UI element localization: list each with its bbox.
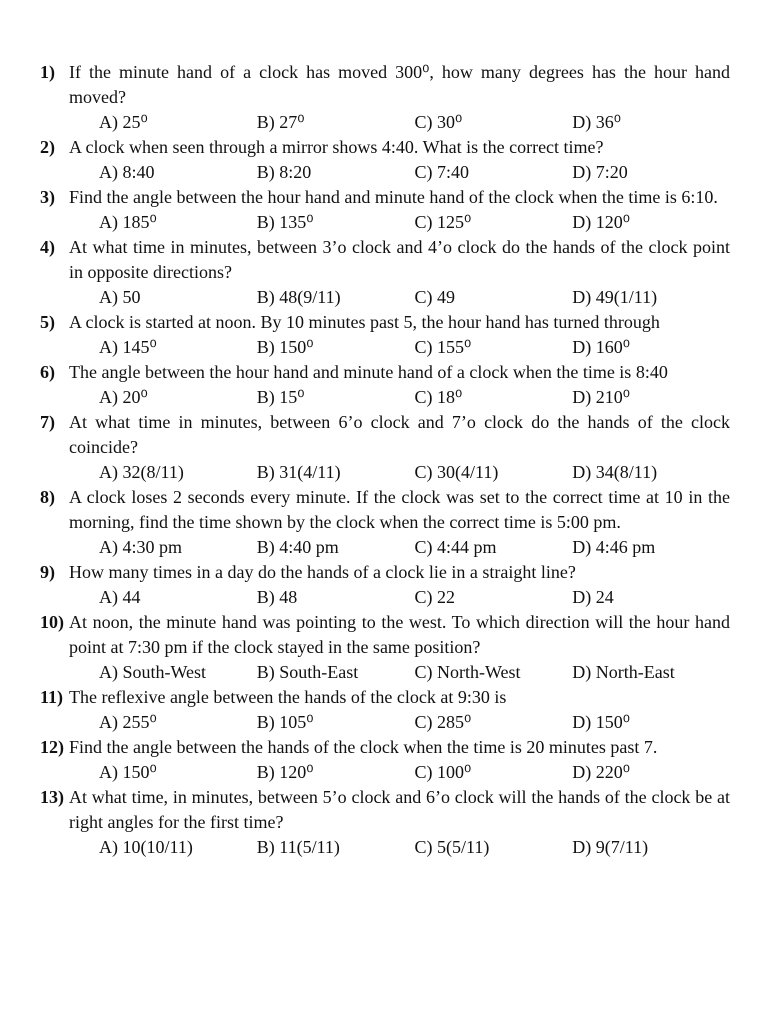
answer-option: B) South-East bbox=[256, 662, 359, 682]
answer-option: D) 24 bbox=[572, 587, 614, 607]
question-text: How many times in a day do the hands of a clock lie in a straight line? bbox=[69, 562, 576, 582]
question-text: A clock when seen through a mirror shows 4:40. What is the correct time? bbox=[69, 137, 604, 157]
answer-option: B) 48 bbox=[256, 587, 298, 607]
question-item bbox=[40, 185, 730, 235]
question-item bbox=[40, 485, 730, 560]
question-item bbox=[40, 785, 730, 860]
question-text: Find the angle between the hands of the clock when the time is 20 minutes past 7. bbox=[69, 737, 658, 757]
answer-option: C) 30⁰ bbox=[414, 112, 463, 132]
question-text: At what time in minutes, between 3’o clock and 4’o clock do the hands of the clock point in opposite directions? bbox=[69, 237, 730, 282]
question-item bbox=[40, 685, 730, 735]
answer-option: D) North-East bbox=[572, 662, 675, 682]
answer-option: D) 34(8/11) bbox=[572, 462, 658, 482]
question-item bbox=[40, 360, 730, 410]
answer-options bbox=[69, 210, 730, 235]
answer-option: A) 32(8/11) bbox=[99, 462, 184, 482]
question-number: 10) bbox=[40, 612, 64, 632]
question-item bbox=[40, 235, 730, 310]
answer-option: B) 4:40 pm bbox=[256, 537, 339, 557]
question-number: 11) bbox=[40, 687, 64, 707]
question-number: 13) bbox=[40, 787, 64, 807]
answer-option: A) 150⁰ bbox=[99, 762, 157, 782]
answer-option: D) 9(7/11) bbox=[572, 837, 649, 857]
answer-options bbox=[69, 760, 730, 785]
answer-option: C) 100⁰ bbox=[414, 762, 472, 782]
question-item bbox=[40, 560, 730, 610]
question-number: 9) bbox=[40, 562, 55, 582]
answer-option: A) 20⁰ bbox=[99, 387, 148, 407]
answer-options bbox=[69, 585, 730, 610]
answer-option: D) 36⁰ bbox=[572, 112, 621, 132]
answer-options bbox=[69, 110, 730, 135]
question-item bbox=[40, 610, 730, 685]
question-number: 6) bbox=[40, 362, 55, 382]
question-item bbox=[40, 310, 730, 360]
answer-option: A) 10(10/11) bbox=[99, 837, 193, 857]
answer-options bbox=[69, 835, 730, 860]
answer-option: D) 120⁰ bbox=[572, 212, 630, 232]
answer-options bbox=[69, 285, 730, 310]
answer-options bbox=[69, 710, 730, 735]
question-number: 2) bbox=[40, 137, 55, 157]
answer-options bbox=[69, 535, 730, 560]
answer-option: A) 25⁰ bbox=[99, 112, 148, 132]
answer-option: D) 210⁰ bbox=[572, 387, 630, 407]
answer-option: C) 155⁰ bbox=[414, 337, 472, 357]
answer-option: B) 11(5/11) bbox=[256, 837, 340, 857]
question-number: 3) bbox=[40, 187, 55, 207]
answer-option: C) 285⁰ bbox=[414, 712, 472, 732]
answer-option: C) 7:40 bbox=[414, 162, 470, 182]
answer-option: C) North-West bbox=[414, 662, 521, 682]
question-number: 7) bbox=[40, 412, 55, 432]
question-text: Find the angle between the hour hand and minute hand of the clock when the time is 6:10. bbox=[69, 187, 718, 207]
answer-option: A) 8:40 bbox=[99, 162, 155, 182]
question-item bbox=[40, 735, 730, 785]
answer-option: B) 8:20 bbox=[256, 162, 312, 182]
question-number: 4) bbox=[40, 237, 55, 257]
answer-option: B) 120⁰ bbox=[256, 762, 314, 782]
question-text: A clock loses 2 seconds every minute. If the clock was set to the correct time at 10 in the morning, find the time shown by the clock when the correct time is 5:00 pm. bbox=[69, 487, 730, 532]
answer-option: D) 150⁰ bbox=[572, 712, 630, 732]
question-item bbox=[40, 135, 730, 185]
answer-option: A) 185⁰ bbox=[99, 212, 157, 232]
answer-option: A) 50 bbox=[99, 287, 141, 307]
answer-option: C) 4:44 pm bbox=[414, 537, 497, 557]
question-text: At what time, in minutes, between 5’o clock and 6’o clock will the hands of the clock be at right angles for the first time? bbox=[69, 787, 730, 832]
answer-option: A) 44 bbox=[99, 587, 141, 607]
question-text: At what time in minutes, between 6’o clock and 7’o clock do the hands of the clock coincide? bbox=[69, 412, 730, 457]
answer-option: C) 22 bbox=[414, 587, 455, 607]
answer-options bbox=[69, 460, 730, 485]
question-list bbox=[40, 60, 730, 860]
question-text: At noon, the minute hand was pointing to the west. To which direction will the hour hand point at 7:30 pm if the clock stayed in the same position? bbox=[69, 612, 730, 657]
answer-option: C) 18⁰ bbox=[414, 387, 463, 407]
answer-option: C) 5(5/11) bbox=[414, 837, 490, 857]
answer-option: B) 48(9/11) bbox=[256, 287, 341, 307]
question-number: 8) bbox=[40, 487, 55, 507]
answer-option: A) 4:30 pm bbox=[99, 537, 182, 557]
answer-option: D) 7:20 bbox=[572, 162, 628, 182]
answer-option: D) 4:46 pm bbox=[572, 537, 656, 557]
answer-option: C) 30(4/11) bbox=[414, 462, 499, 482]
question-item bbox=[40, 410, 730, 485]
answer-option: B) 105⁰ bbox=[256, 712, 314, 732]
question-number: 12) bbox=[40, 737, 64, 757]
question-sheet bbox=[40, 60, 730, 860]
question-text: A clock is started at noon. By 10 minutes past 5, the hour hand has turned through bbox=[69, 312, 660, 332]
question-number: 1) bbox=[40, 62, 55, 82]
answer-option: B) 31(4/11) bbox=[256, 462, 341, 482]
question-text: The reflexive angle between the hands of the clock at 9:30 is bbox=[69, 687, 507, 707]
answer-options bbox=[69, 660, 730, 685]
answer-option: B) 27⁰ bbox=[256, 112, 305, 132]
answer-option: B) 135⁰ bbox=[256, 212, 314, 232]
answer-option: C) 49 bbox=[414, 287, 455, 307]
question-number: 5) bbox=[40, 312, 55, 332]
answer-option: A) 145⁰ bbox=[99, 337, 157, 357]
answer-options bbox=[69, 335, 730, 360]
answer-option: A) South-West bbox=[99, 662, 207, 682]
answer-option: D) 220⁰ bbox=[572, 762, 630, 782]
answer-option: C) 125⁰ bbox=[414, 212, 472, 232]
question-text: If the minute hand of a clock has moved 300⁰, how many degrees has the hour hand moved? bbox=[69, 62, 730, 107]
answer-option: B) 15⁰ bbox=[256, 387, 305, 407]
answer-options bbox=[69, 385, 730, 410]
answer-option: D) 49(1/11) bbox=[572, 287, 658, 307]
answer-option: D) 160⁰ bbox=[572, 337, 630, 357]
answer-options bbox=[69, 160, 730, 185]
question-item bbox=[40, 60, 730, 135]
answer-option: A) 255⁰ bbox=[99, 712, 157, 732]
question-text: The angle between the hour hand and minute hand of a clock when the time is 8:40 bbox=[69, 362, 668, 382]
answer-option: B) 150⁰ bbox=[256, 337, 314, 357]
